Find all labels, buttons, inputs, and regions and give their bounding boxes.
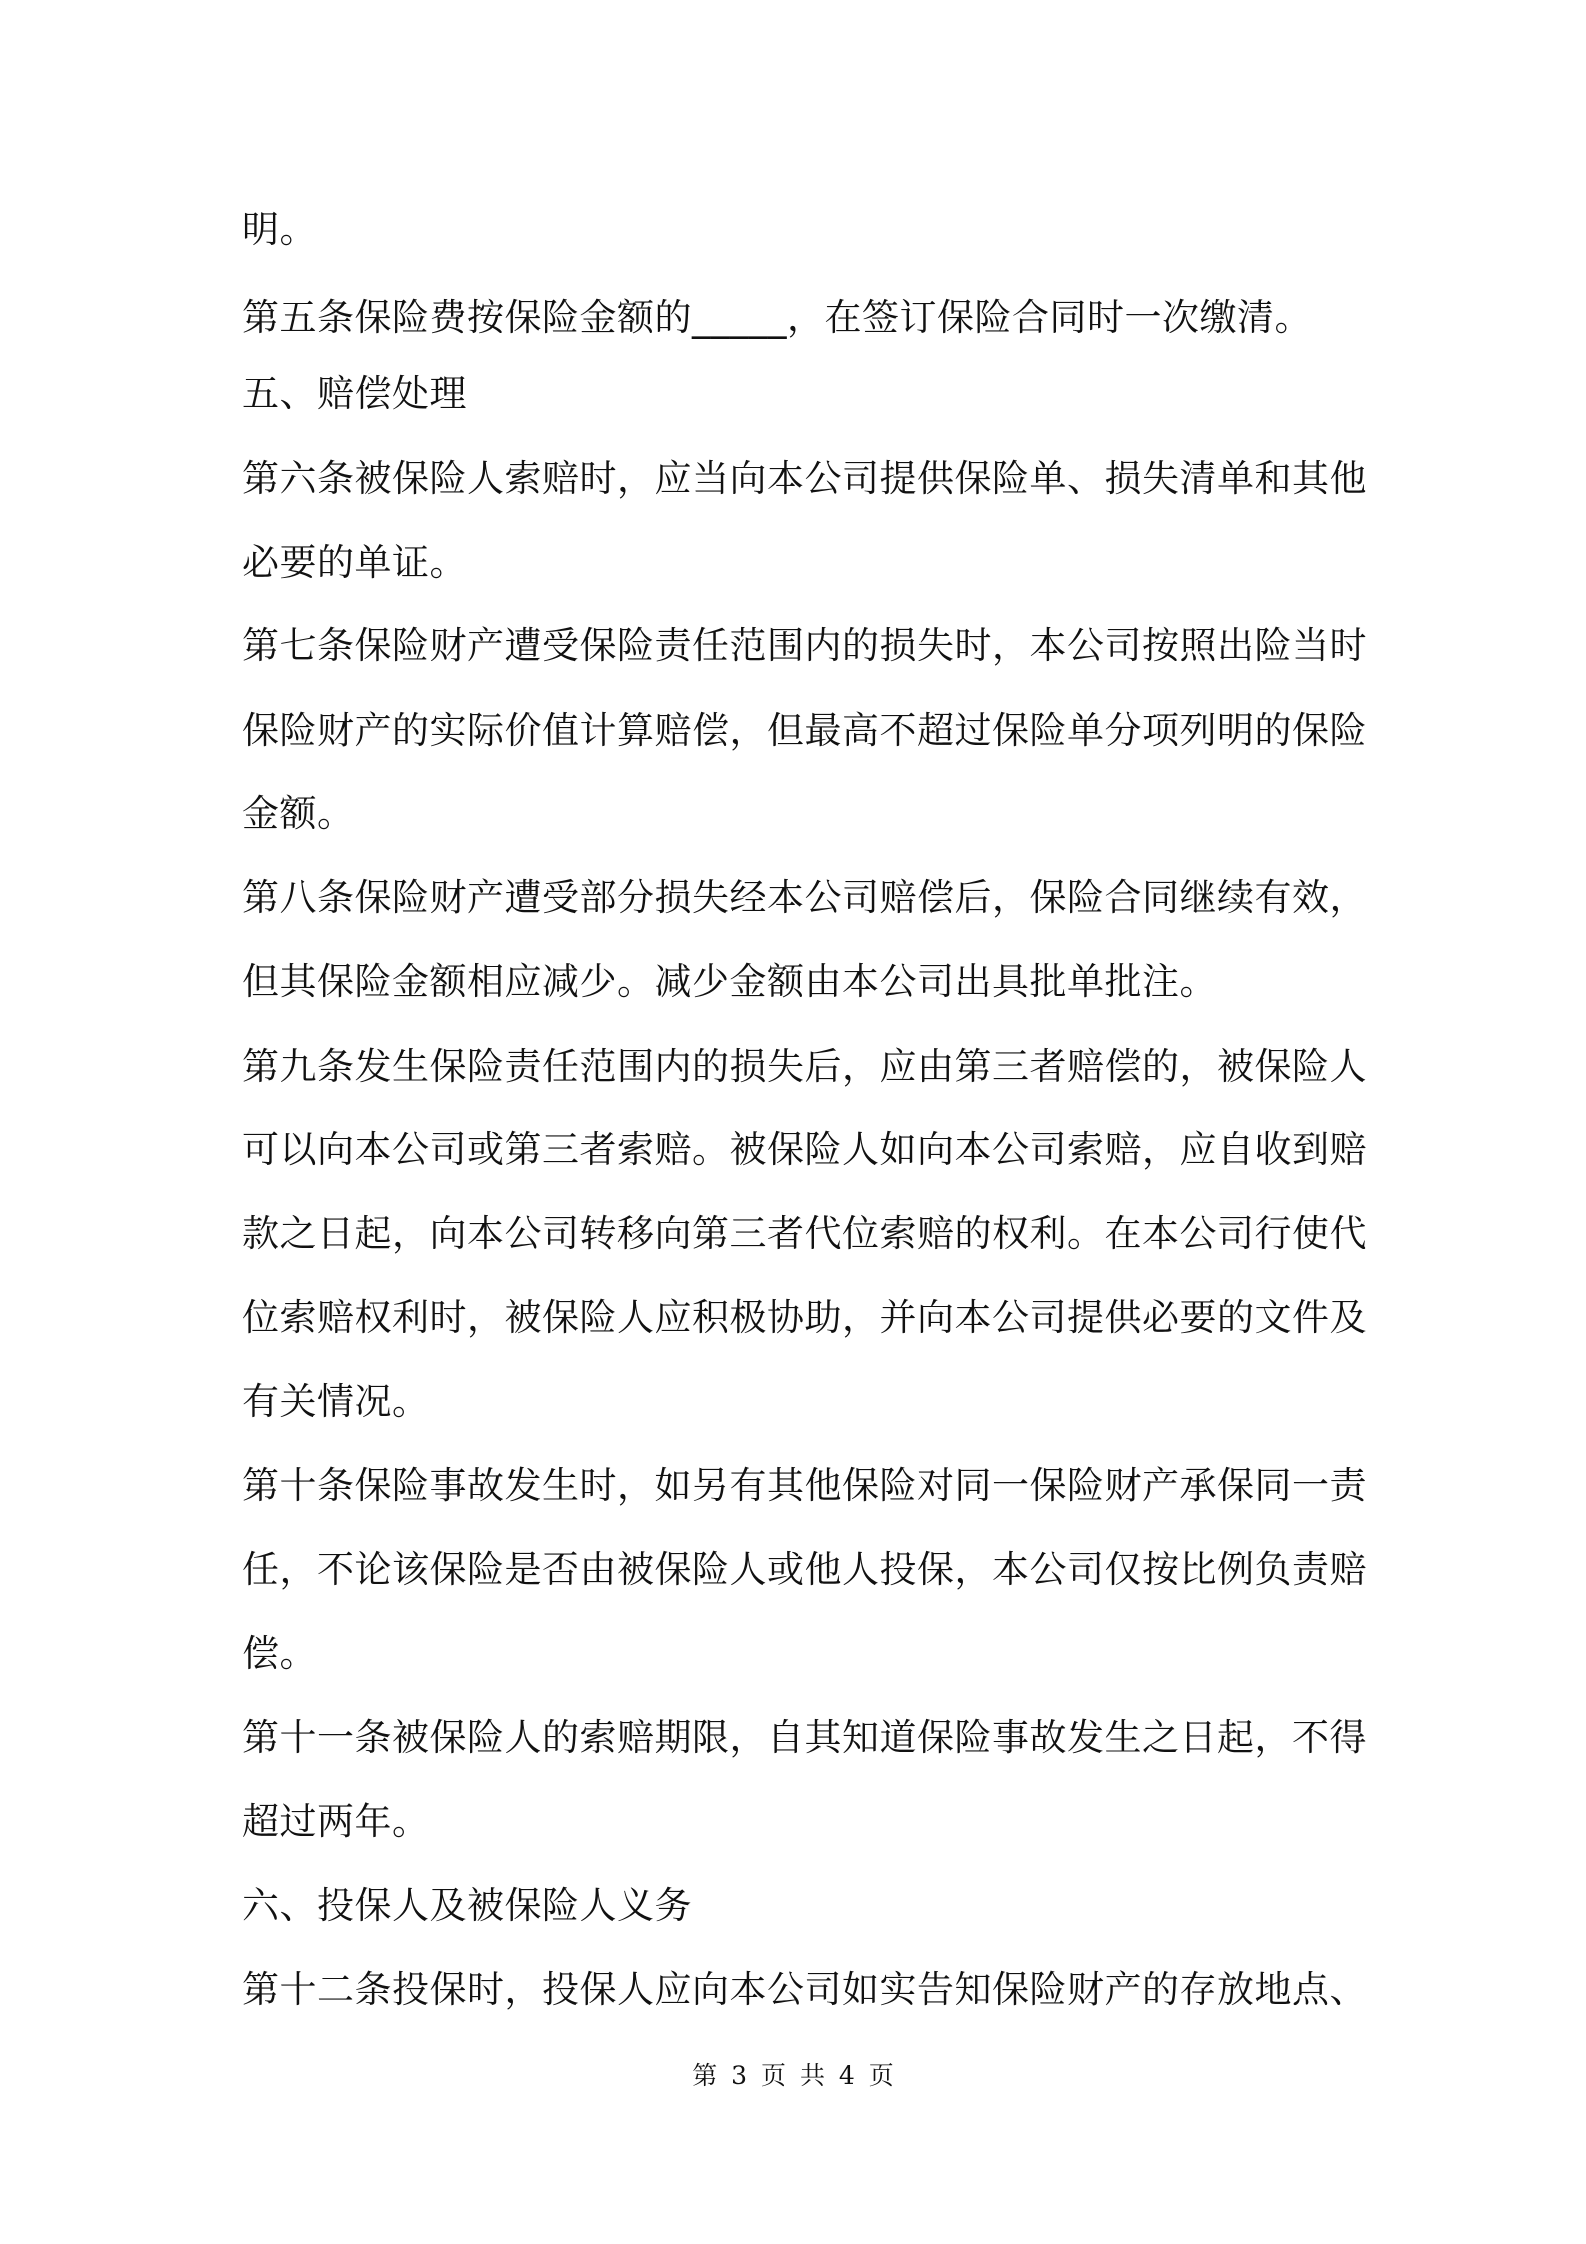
page-number-footer: 第 3 页 共 4 页 <box>692 2061 894 2090</box>
text-line: 有关情况。 <box>242 1380 430 1423</box>
text-line: 位索赔权利时，被保险人应积极协助，并向本公司提供必要的文件及 <box>242 1296 1367 1339</box>
text-line: 偿。 <box>242 1632 317 1675</box>
text-line: 明。 <box>242 208 317 251</box>
section-heading: 六、投保人及被保险人义务 <box>242 1884 692 1927</box>
text-line: 金额。 <box>242 792 355 835</box>
text-line: 必要的单证。 <box>242 541 467 584</box>
text-line: 第六条被保险人索赔时，应当向本公司提供保险单、损失清单和其他 <box>242 457 1367 500</box>
text-line: 可以向本公司或第三者索赔。被保险人如向本公司索赔，应自收到赔 <box>242 1128 1367 1171</box>
text-line: 保险财产的实际价值计算赔偿，但最高不超过保险单分项列明的保险 <box>242 709 1367 752</box>
text-line: 但其保险金额相应减少。减少金额由本公司出具批单批注。 <box>242 960 1217 1003</box>
text-line: 第十二条投保时，投保人应向本公司如实告知保险财产的存放地点、 <box>242 1968 1367 2011</box>
text-line: 第十条保险事故发生时，如另有其他保险对同一保险财产承保同一责 <box>242 1464 1367 1507</box>
text-line: 第五条保险费按保险金额的_____，在签订保险合同时一次缴清。 <box>242 296 1312 339</box>
text-line: 第八条保险财产遭受部分损失经本公司赔偿后，保险合同继续有效， <box>242 876 1367 919</box>
text-line: 第七条保险财产遭受保险责任范围内的损失时，本公司按照出险当时 <box>242 624 1367 667</box>
text-line: 超过两年。 <box>242 1800 430 1843</box>
text-line: 第十一条被保险人的索赔期限，自其知道保险事故发生之日起，不得 <box>242 1716 1367 1759</box>
section-heading: 五、赔偿处理 <box>242 372 467 415</box>
text-line: 任，不论该保险是否由被保险人或他人投保，本公司仅按比例负责赔 <box>242 1548 1367 1591</box>
text-line: 款之日起，向本公司转移向第三者代位索赔的权利。在本公司行使代 <box>242 1212 1367 1255</box>
text-line: 第九条发生保险责任范围内的损失后，应由第三者赔偿的，被保险人 <box>242 1045 1367 1088</box>
